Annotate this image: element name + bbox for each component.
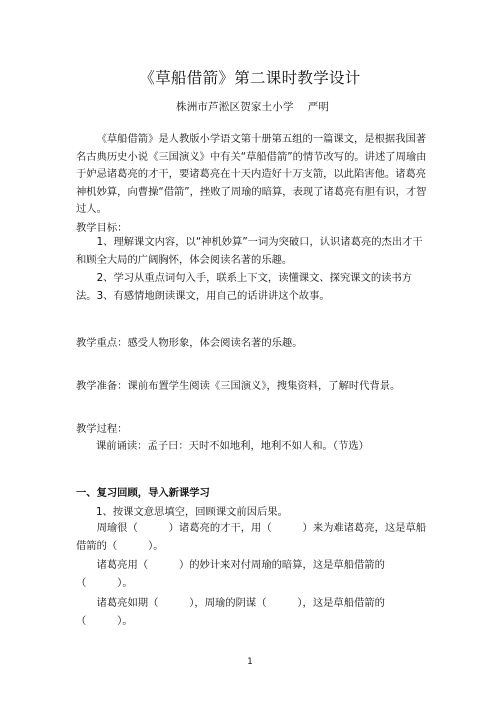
author-line (176, 99, 329, 114)
goal-item: 3、有感情地朗读课文，用自己的话讲讲这个故事。 (96, 290, 330, 302)
key-point: 教学重点：感受人物形象，体会阅读名著的乐趣。 (76, 337, 303, 349)
page-number: 1 (247, 657, 253, 667)
goal-item: 1、理解课文内容，以“神机妙算”一词为突破口，认识诸葛亮的杰出才干和顾全大局的广阔胸怀，体会阅读名著的乐趣。 (76, 236, 423, 266)
goal-item: 2、学习从重点词句入手，联系上下文，读懂课文、探究课文的读书方法。 (76, 272, 413, 302)
fill-blank-item: 诸葛亮用（ ）的妙计来对付周瑜的暗算，这是草船借箭的（ ）。 (76, 559, 385, 589)
section-task: 1、按课文意思填空，回顾课文前因后果。 (96, 506, 288, 518)
preparation: 教学准备：课前布置学生阅读《三国演义》，搜集资料，了解时代背景。 (76, 380, 401, 392)
process-label: 教学过程： (76, 423, 128, 435)
fill-blank-item: 周瑜很（ ）诸葛亮的才干，用（ ）来为难诸葛亮，这是草船借箭的（ ）。 (76, 522, 427, 552)
section-heading: 一、复习回顾，导入新课学习 (76, 487, 210, 499)
document-title: 《草船借箭》第二课时教学设计 (139, 69, 361, 87)
pre-class-recitation: 课前诵读：孟子曰：天时不如地利，地利不如人和。（节选） (96, 440, 369, 452)
intro-paragraph: 《草船借箭》是人教版小学语文第十册第五组的一篇课文，是根据我国著名古典历史小说《三国演义》中有关“草船借箭”的情节改写的。讲述了周瑜由于妒忌诸葛亮的才干，要诸葛亮在十天内造好十万支箭，以此陷害他。诸葛亮神机妙算，向曹操“借箭”，挫败了周瑜的暗算，表现了诸葛亮有胆有识，才智过人。 (76, 133, 427, 216)
goals-label: 教学目标： (76, 222, 128, 234)
author-name: 严明 (307, 101, 330, 113)
fill-blank-item: 诸葛亮如期（ ），周瑜的阴谋（ ），这是草船借箭的（ ）。 (76, 597, 385, 627)
author-school: 株洲市芦淞区贺家土小学 (176, 101, 294, 113)
